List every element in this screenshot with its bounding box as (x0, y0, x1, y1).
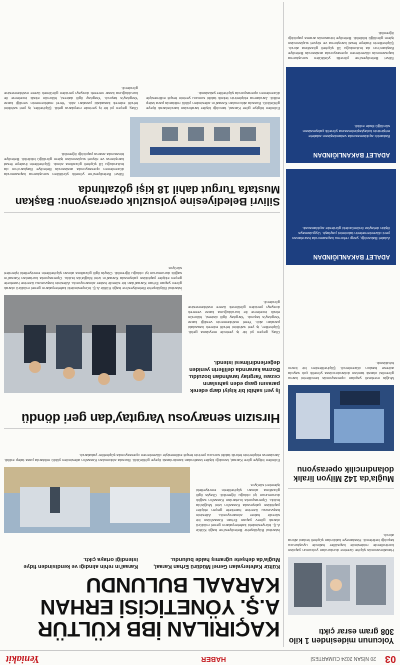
ministry-box-1-body: Adalet Bakanlığı, yargı reformu kapsamında hazırlanan yeni düzenlemelerin takvimini paylaştı. Uygulamaya ilişkin detaylar önümüzdeki günlerde açıklanacak. (292, 226, 390, 241)
page-number: 03 (384, 653, 396, 664)
brand-logo: Yeniakit (6, 653, 40, 664)
municipality-photo (130, 117, 280, 177)
story2-body-continued: İstanbul Büyükşehir Belediyesi'ne bağlı Kültür A.Ş. bünyesindeki kafeteryaların genel müdürü olarak görev yapan Erhan Karaal'dan bir süredir haber alınamıyordu. Ailesinin başvurusu üzerine harekete geçen ekipler yaptıkları çalışmada Karaal'ın izini Muğla'da buldu. Operasyonla kurtarılan Karaal'ın sağlık durumunun iyi olduğu öğrenildi. Olayla ilgili gözaltına alınan şüphelilerin emniyetteki işlemleri sürüyor. (4, 266, 182, 291)
story2-body: Olay, geçen yıl bir iş yerinde meydana geldi. Şüpheliler, iş yeri sahibini tehdit ederek kasadaki paraları aldı. Yerel mahkemenin verdiği karar Yargıtay'a taşındı. Yargıtay ilgili dairesi, hükmün eksik inceleme ile kurulduğuna karar vererek dosyayı yeniden görülmek üzere mahkemesine gönderdi. (188, 300, 280, 335)
main-headline: KAÇIRILAN İBB KÜLTÜR A.Ş. YÖNETİCİSİ ERHAN KARAAL BULUNDU (37, 573, 280, 640)
main-deck-left: Kültür Kafeteryaları Genel Müdürü Erhan Karaal, Muğla'da dehşete uğramış halde bulundu. (153, 556, 280, 569)
story3-body: Silivri Belediyesi'ne yönelik yürütülen soruşturma kapsamında düzenlenen operasyonda aralarında Belediye Başkanı'nın da bulunduğu 18 şüpheli gözaltına alındı. Şüphelilerin ihaleye fesat karıştırma ve rüşvet suçlarından işlem gördüğü bildirildi. Belediye binasında arama yapıldığı öğrenildi. (4, 152, 124, 177)
operation-photo (288, 385, 394, 451)
ministry-box-2 (286, 67, 396, 163)
story3-body-col2: Olay, geçen yıl bir iş yerinde meydana geldi. Şüpheliler, iş yeri sahibini tehdit ederek kasadaki paraları aldı. Yerel mahkemenin verdiği karar Yargıtay'a taşındı. Yargıtay ilgili dairesi, hükmün eksik inceleme ile kurulduğuna karar vererek dosyayı yeniden görülmek üzere mahkemesine gönderdi. (4, 86, 138, 111)
column-divider (283, 2, 284, 647)
sidebar-box1-body: Havalimanında şüphe üzerine durdurulan yolcunun yapılan kontrollerde midesinde kapsüller halinde uyuşturucu taşıdığı belirlendi. Hastaneye kaldırılan şüpheli tedavi altına alındı. (288, 533, 394, 553)
main-body-right: Edinilen bilgiye göre Karaal, tanıdığı kişiler tarafından kandırılarak ilçeye götürüldü. Burada alıkonulan Karaal'ın ailesinden yüklü miktarda para talep edildi. Jandarma ekiplerinin teknik takibi sonucu yerinin tespit edilmesiyle düzenlenen operasyonda şüpheliler yakalandı. (4, 453, 280, 463)
masthead (0, 650, 400, 665)
court-photo (4, 295, 182, 393)
ministry-box-1-label: ADALET BAKANLIĞINDAN (313, 253, 390, 259)
main-body-left: İstanbul Büyükşehir Belediyesi'ne bağlı Kültür A.Ş. bünyesindeki kafeteryaların genel müdürü olarak görev yapan Erhan Karaal'dan bir süredir haber alınamıyordu. Ailesinin başvurusu üzerine harekete geçen ekipler yaptıkları çalışmada Karaal'ın izini Muğla'da buldu. Operasyonla kurtarılan Karaal'ın sağlık durumunun iyi olduğu öğrenildi. Olayla ilgili gözaltına alınan şüphelilerin emniyetteki işlemleri sürüyor. (196, 483, 280, 533)
sidebar-box2-headline: Muğla'da 142 Milyon liralık dolandırıcılık operasyonu (293, 465, 394, 483)
main-deck-right: Karaal'ın rehin alındığı ve kendisinden fidye istendiği ortaya çıktı. (23, 556, 138, 569)
story3-body-col1: Edinilen bilgiye göre Karaal, tanıdığı kişiler tarafından kandırılarak ilçeye götürüldü. Burada alıkonulan Karaal'ın ailesinden yüklü miktarda para talep edildi. Jandarma ekiplerinin teknik takibi sonucu yerinin tespit edilmesiyle düzenlenen operasyonda şüpheliler yakalandı. (146, 91, 280, 111)
sidebar-footer-text: Silivri Belediyesi'ne yönelik yürütülen soruşturma kapsamında düzenlenen operasyonda aralarında Belediye Başkanı'nın da bulunduğu 18 şüpheli gözaltına alındı. Şüphelilerin ihaleye fesat karıştırma ve rüşvet suçlarından işlem gördüğü bildirildi. Belediye binasında arama yapıldığı öğrenildi. (288, 31, 394, 61)
ministry-box-2-body: Bakanlık açıklamasında vatandaşların adalete erişiminin kolaylaştırılmasına yönelik çalışmaların sürdüğü ifade edildi. (302, 124, 390, 139)
ministry-box-2-label: ADALET BAKANLIĞINDAN (313, 151, 390, 157)
suspect-photo (4, 467, 190, 533)
story3-headline: Silivri Belediyesine yolsuzluk operasyonu: Başkan Mustafa Turgut dahil 18 kişi gözaltında (15, 183, 280, 207)
issue-date: 20 NİSAN 2024 CUMARTESİ (310, 655, 376, 661)
sidebar-box1-headline: Yolcunun midesinden 1 kilo 308 gram esrar çıktı (288, 627, 394, 645)
story2-deck: İş yeri sahibi bir kişiyi darp ederek parasını gasp eden şahısların cezası Yargıtay tarafından bozuldu. Bozma kararında delillerin yeniden değerlendirilmesi istendi. (188, 359, 280, 393)
sidebar-box2-body: Muğla merkezli yapılan operasyonda kendilerini kamu görevlisi olarak tanıtan dolandırıcılara yönelik çok sayıda adrese baskın düzenlendi. Şüphelilerden bir kısmı tutuklandı. (288, 361, 394, 381)
sidebar-divider (288, 488, 394, 489)
ministry-box-1 (286, 169, 396, 265)
story2-headline: Hırsızın senaryosu Vargıtay'dan geri döndü (21, 411, 280, 426)
story-divider-2 (4, 212, 280, 213)
section-label: HABER (201, 655, 226, 662)
story-divider-1 (4, 428, 280, 429)
customs-photo (288, 557, 394, 615)
